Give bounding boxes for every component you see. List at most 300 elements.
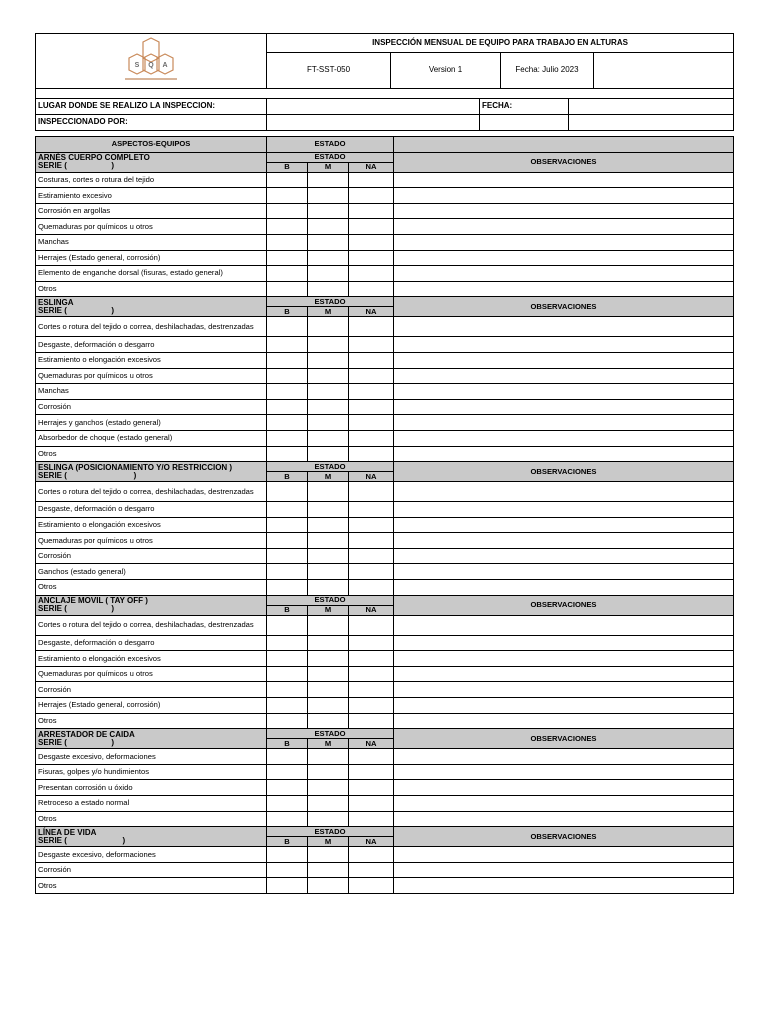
estado-na-header: NA xyxy=(349,605,394,615)
item-label: Herrajes y ganchos (estado general) xyxy=(36,415,267,431)
estado-b-cell[interactable] xyxy=(267,862,308,878)
observaciones-header: OBSERVACIONES xyxy=(394,827,734,847)
checklist-row xyxy=(36,234,734,250)
form-code: FT-SST-050 xyxy=(267,53,391,89)
estado-b-cell[interactable] xyxy=(267,548,308,564)
estado-header: ESTADO xyxy=(267,137,394,153)
item-label: Retroceso a estado normal xyxy=(36,796,267,812)
estado-m-cell[interactable] xyxy=(308,780,349,796)
estado-m-cell[interactable] xyxy=(308,796,349,812)
checklist-row xyxy=(36,337,734,353)
estado-b-cell[interactable] xyxy=(267,682,308,698)
estado-m-cell[interactable] xyxy=(308,384,349,400)
section-serie: SERIE ( ) xyxy=(38,161,115,171)
estado-na-cell[interactable] xyxy=(349,446,394,462)
estado-header: ESTADO xyxy=(267,595,394,605)
item-label: Presentan corrosión u óxido xyxy=(36,780,267,796)
item-label: Quemaduras por químicos u otros xyxy=(36,219,267,235)
item-label: Otros xyxy=(36,281,267,297)
estado-header: ESTADO xyxy=(267,462,394,472)
checklist-row xyxy=(36,713,734,729)
estado-m-cell[interactable] xyxy=(308,548,349,564)
item-label: Cortes o rotura del tejido o correa, deshilachadas, destrenzadas xyxy=(36,482,267,502)
estado-b-header: B xyxy=(267,162,308,172)
item-label: Fisuras, golpes y/o hundimientos xyxy=(36,764,267,780)
section-title xyxy=(36,595,267,615)
section-serie: SERIE ( ) xyxy=(38,305,115,315)
checklist-row xyxy=(36,250,734,266)
lugar-field[interactable] xyxy=(267,99,480,115)
estado-b-cell[interactable] xyxy=(267,317,308,337)
observaciones-cell[interactable] xyxy=(394,847,734,863)
estado-na-cell[interactable] xyxy=(349,234,394,250)
estado-header: ESTADO xyxy=(267,152,394,162)
estado-m-cell[interactable] xyxy=(308,399,349,415)
item-label: Otros xyxy=(36,811,267,827)
checklist-row xyxy=(36,615,734,635)
observaciones-cell[interactable] xyxy=(394,502,734,518)
estado-na-cell[interactable] xyxy=(349,368,394,384)
estado-na-cell[interactable] xyxy=(349,878,394,894)
inspeccionado-extra-2[interactable] xyxy=(569,115,734,131)
estado-b-cell[interactable] xyxy=(267,415,308,431)
item-label: Ganchos (estado general) xyxy=(36,564,267,580)
estado-m-cell[interactable] xyxy=(308,203,349,219)
checklist-row xyxy=(36,317,734,337)
estado-na-cell[interactable] xyxy=(349,698,394,714)
checklist-row xyxy=(36,878,734,894)
observaciones-cell[interactable] xyxy=(394,430,734,446)
checklist-row xyxy=(36,847,734,863)
item-label: Absorbedor de choque (estado general) xyxy=(36,430,267,446)
observaciones-cell[interactable] xyxy=(394,482,734,502)
estado-m-cell[interactable] xyxy=(308,234,349,250)
checklist-row xyxy=(36,482,734,502)
estado-m-cell[interactable] xyxy=(308,281,349,297)
observaciones-cell[interactable] xyxy=(394,517,734,533)
estado-na-cell[interactable] xyxy=(349,172,394,188)
item-label: Cortes o rotura del tejido o correa, deshilachadas, destrenzadas xyxy=(36,317,267,337)
estado-b-cell[interactable] xyxy=(267,698,308,714)
item-label: Otros xyxy=(36,878,267,894)
estado-m-header: M xyxy=(308,605,349,615)
form-version: Version 1 xyxy=(391,53,501,89)
estado-na-cell[interactable] xyxy=(349,281,394,297)
estado-b-cell[interactable] xyxy=(267,266,308,282)
section-name: ARNÉS CUERPO COMPLETO xyxy=(38,153,150,163)
estado-b-header: B xyxy=(267,837,308,847)
estado-m-cell[interactable] xyxy=(308,219,349,235)
estado-m-cell[interactable] xyxy=(308,651,349,667)
estado-b-cell[interactable] xyxy=(267,764,308,780)
item-label: Corrosión xyxy=(36,548,267,564)
estado-na-cell[interactable] xyxy=(349,780,394,796)
estado-m-cell[interactable] xyxy=(308,533,349,549)
checklist-row xyxy=(36,764,734,780)
estado-b-cell[interactable] xyxy=(267,615,308,635)
checklist-row xyxy=(36,266,734,282)
item-label: Costuras, cortes o rotura del tejido xyxy=(36,172,267,188)
estado-m-cell[interactable] xyxy=(308,337,349,353)
item-label: Elemento de enganche dorsal (fisuras, estado general) xyxy=(36,266,267,282)
estado-b-cell[interactable] xyxy=(267,219,308,235)
estado-m-cell[interactable] xyxy=(308,847,349,863)
checklist-row xyxy=(36,635,734,651)
estado-b-header: B xyxy=(267,472,308,482)
observaciones-cell[interactable] xyxy=(394,698,734,714)
estado-na-header: NA xyxy=(349,739,394,749)
section-title xyxy=(36,729,267,749)
estado-m-cell[interactable] xyxy=(308,878,349,894)
estado-b-cell[interactable] xyxy=(267,517,308,533)
estado-na-cell[interactable] xyxy=(349,250,394,266)
estado-m-cell[interactable] xyxy=(308,482,349,502)
observaciones-cell[interactable] xyxy=(394,219,734,235)
estado-b-cell[interactable] xyxy=(267,564,308,580)
estado-m-cell[interactable] xyxy=(308,266,349,282)
checklist-row xyxy=(36,749,734,765)
column-header-row xyxy=(36,137,734,153)
section-header-row xyxy=(36,595,734,605)
checklist-row xyxy=(36,281,734,297)
estado-b-cell[interactable] xyxy=(267,533,308,549)
section-title xyxy=(36,462,267,482)
estado-na-cell[interactable] xyxy=(349,847,394,863)
company-logo-icon xyxy=(115,36,187,84)
estado-na-cell[interactable] xyxy=(349,764,394,780)
observaciones-cell[interactable] xyxy=(394,862,734,878)
checklist-row xyxy=(36,580,734,596)
observaciones-cell[interactable] xyxy=(394,415,734,431)
estado-b-cell[interactable] xyxy=(267,811,308,827)
document-header xyxy=(35,33,734,99)
observaciones-cell[interactable] xyxy=(394,811,734,827)
item-label: Estiramiento o elongación excesivos xyxy=(36,352,267,368)
observaciones-cell[interactable] xyxy=(394,764,734,780)
item-label: Manchas xyxy=(36,384,267,400)
section-name: ANCLAJE MOVIL ( TAY OFF ) xyxy=(38,596,148,606)
estado-b-cell[interactable] xyxy=(267,847,308,863)
checklist-row xyxy=(36,811,734,827)
checklist-row xyxy=(36,780,734,796)
item-label: Corrosión xyxy=(36,862,267,878)
checklist-row xyxy=(36,219,734,235)
estado-header: ESTADO xyxy=(267,827,394,837)
item-label: Quemaduras por químicos u otros xyxy=(36,666,267,682)
estado-na-cell[interactable] xyxy=(349,384,394,400)
section-title xyxy=(36,827,267,847)
observaciones-cell[interactable] xyxy=(394,203,734,219)
estado-header: ESTADO xyxy=(267,729,394,739)
checklist-row xyxy=(36,415,734,431)
checklist-row xyxy=(36,446,734,462)
estado-b-header: B xyxy=(267,605,308,615)
observaciones-cell[interactable] xyxy=(394,878,734,894)
item-label: Desgaste excesivo, deformaciones xyxy=(36,847,267,863)
estado-m-cell[interactable] xyxy=(308,580,349,596)
estado-b-cell[interactable] xyxy=(267,796,308,812)
estado-m-cell[interactable] xyxy=(308,635,349,651)
observaciones-cell[interactable] xyxy=(394,317,734,337)
estado-m-cell[interactable] xyxy=(308,502,349,518)
estado-na-cell[interactable] xyxy=(349,615,394,635)
estado-b-cell[interactable] xyxy=(267,635,308,651)
inspeccionado-extra-1[interactable] xyxy=(480,115,569,131)
estado-m-cell[interactable] xyxy=(308,615,349,635)
checklist-row xyxy=(36,564,734,580)
estado-b-cell[interactable] xyxy=(267,352,308,368)
item-label: Manchas xyxy=(36,234,267,250)
estado-na-cell[interactable] xyxy=(349,517,394,533)
section-header-row xyxy=(36,297,734,307)
section-name: ARRESTADOR DE CAIDA xyxy=(38,729,135,739)
estado-m-cell[interactable] xyxy=(308,172,349,188)
observaciones-cell[interactable] xyxy=(394,749,734,765)
item-label: Otros xyxy=(36,446,267,462)
estado-na-header: NA xyxy=(349,837,394,847)
estado-b-cell[interactable] xyxy=(267,203,308,219)
estado-b-cell[interactable] xyxy=(267,384,308,400)
estado-b-cell[interactable] xyxy=(267,188,308,204)
checklist-row xyxy=(36,203,734,219)
estado-b-cell[interactable] xyxy=(267,368,308,384)
estado-m-cell[interactable] xyxy=(308,188,349,204)
estado-na-cell[interactable] xyxy=(349,415,394,431)
item-label: Herrajes (Estado general, corrosión) xyxy=(36,698,267,714)
observaciones-cell[interactable] xyxy=(394,188,734,204)
estado-na-cell[interactable] xyxy=(349,713,394,729)
checklist-row xyxy=(36,682,734,698)
inspection-info xyxy=(35,98,734,131)
item-label: Desgaste, deformación o desgarro xyxy=(36,635,267,651)
estado-na-cell[interactable] xyxy=(349,266,394,282)
lugar-label: LUGAR DONDE SE REALIZO LA INSPECCION: xyxy=(36,99,267,115)
estado-m-cell[interactable] xyxy=(308,713,349,729)
checklist-row xyxy=(36,862,734,878)
aspectos-header: ASPECTOS-EQUIPOS xyxy=(36,137,267,153)
item-label: Desgaste, deformación o desgarro xyxy=(36,502,267,518)
item-label: Quemaduras por químicos u otros xyxy=(36,533,267,549)
estado-na-cell[interactable] xyxy=(349,317,394,337)
estado-na-cell[interactable] xyxy=(349,580,394,596)
observaciones-cell[interactable] xyxy=(394,713,734,729)
header-spacer xyxy=(36,89,734,99)
form-extra-cell xyxy=(594,53,734,89)
checklist-row xyxy=(36,384,734,400)
estado-b-cell[interactable] xyxy=(267,666,308,682)
estado-m-cell[interactable] xyxy=(308,415,349,431)
observaciones-cell[interactable] xyxy=(394,615,734,635)
inspeccionado-field[interactable] xyxy=(267,115,480,131)
checklist-row xyxy=(36,188,734,204)
observaciones-cell[interactable] xyxy=(394,796,734,812)
estado-na-cell[interactable] xyxy=(349,811,394,827)
checklist-row xyxy=(36,651,734,667)
estado-b-cell[interactable] xyxy=(267,446,308,462)
estado-m-cell[interactable] xyxy=(308,250,349,266)
estado-b-cell[interactable] xyxy=(267,281,308,297)
estado-b-cell[interactable] xyxy=(267,399,308,415)
estado-m-cell[interactable] xyxy=(308,698,349,714)
estado-na-cell[interactable] xyxy=(349,651,394,667)
estado-b-cell[interactable] xyxy=(267,713,308,729)
item-label: Desgaste, deformación o desgarro xyxy=(36,337,267,353)
observaciones-cell[interactable] xyxy=(394,352,734,368)
section-serie: SERIE ( ) xyxy=(38,835,126,845)
observaciones-cell[interactable] xyxy=(394,635,734,651)
estado-b-header: B xyxy=(267,739,308,749)
estado-na-cell[interactable] xyxy=(349,203,394,219)
observaciones-cell[interactable] xyxy=(394,266,734,282)
estado-b-cell[interactable] xyxy=(267,651,308,667)
estado-m-cell[interactable] xyxy=(308,764,349,780)
observaciones-cell[interactable] xyxy=(394,666,734,682)
fecha-field[interactable] xyxy=(569,99,734,115)
observaciones-header: OBSERVACIONES xyxy=(394,152,734,172)
estado-m-header: M xyxy=(308,837,349,847)
estado-na-cell[interactable] xyxy=(349,337,394,353)
observaciones-cell[interactable] xyxy=(394,281,734,297)
section-header-row xyxy=(36,152,734,162)
inspection-checklist xyxy=(35,136,734,894)
observaciones-cell[interactable] xyxy=(394,399,734,415)
estado-b-header: B xyxy=(267,307,308,317)
estado-na-cell[interactable] xyxy=(349,635,394,651)
estado-na-cell[interactable] xyxy=(349,796,394,812)
observaciones-cell[interactable] xyxy=(394,368,734,384)
estado-na-header: NA xyxy=(349,472,394,482)
estado-na-cell[interactable] xyxy=(349,502,394,518)
estado-na-cell[interactable] xyxy=(349,749,394,765)
estado-b-cell[interactable] xyxy=(267,749,308,765)
estado-na-cell[interactable] xyxy=(349,399,394,415)
estado-m-cell[interactable] xyxy=(308,517,349,533)
estado-na-cell[interactable] xyxy=(349,482,394,502)
observaciones-cell[interactable] xyxy=(394,580,734,596)
observaciones-cell[interactable] xyxy=(394,533,734,549)
item-label: Estiramiento excesivo xyxy=(36,188,267,204)
section-serie: SERIE ( ) xyxy=(38,604,115,614)
estado-m-header: M xyxy=(308,472,349,482)
section-name: ESLINGA xyxy=(38,297,74,307)
estado-b-cell[interactable] xyxy=(267,878,308,894)
estado-m-cell[interactable] xyxy=(308,317,349,337)
estado-b-cell[interactable] xyxy=(267,482,308,502)
svg-text:Q: Q xyxy=(148,61,154,69)
observaciones-cell[interactable] xyxy=(394,548,734,564)
checklist-row xyxy=(36,502,734,518)
estado-m-cell[interactable] xyxy=(308,666,349,682)
estado-na-cell[interactable] xyxy=(349,862,394,878)
checklist-row xyxy=(36,533,734,549)
estado-na-cell[interactable] xyxy=(349,548,394,564)
item-label: Estiramiento o elongación excesivos xyxy=(36,517,267,533)
estado-m-header: M xyxy=(308,739,349,749)
estado-na-cell[interactable] xyxy=(349,430,394,446)
logo-cell xyxy=(36,34,267,89)
item-label: Quemaduras por químicos u otros xyxy=(36,368,267,384)
checklist-row xyxy=(36,548,734,564)
inspeccionado-label: INSPECCIONADO POR: xyxy=(36,115,267,131)
section-header-row xyxy=(36,827,734,837)
item-label: Otros xyxy=(36,713,267,729)
observaciones-cell[interactable] xyxy=(394,780,734,796)
item-label: Corrosión xyxy=(36,682,267,698)
estado-b-cell[interactable] xyxy=(267,250,308,266)
estado-m-cell[interactable] xyxy=(308,368,349,384)
checklist-row xyxy=(36,430,734,446)
estado-m-cell[interactable] xyxy=(308,682,349,698)
observaciones-cell[interactable] xyxy=(394,446,734,462)
estado-b-cell[interactable] xyxy=(267,502,308,518)
estado-m-cell[interactable] xyxy=(308,352,349,368)
observaciones-cell[interactable] xyxy=(394,234,734,250)
observaciones-cell[interactable] xyxy=(394,651,734,667)
checklist-row xyxy=(36,352,734,368)
observaciones-cell[interactable] xyxy=(394,250,734,266)
checklist-row xyxy=(36,517,734,533)
estado-m-cell[interactable] xyxy=(308,564,349,580)
section-serie: SERIE ( ) xyxy=(38,737,115,747)
observaciones-header: OBSERVACIONES xyxy=(394,462,734,482)
estado-b-cell[interactable] xyxy=(267,430,308,446)
estado-na-header: NA xyxy=(349,307,394,317)
estado-b-cell[interactable] xyxy=(267,172,308,188)
estado-m-cell[interactable] xyxy=(308,749,349,765)
estado-m-cell[interactable] xyxy=(308,811,349,827)
item-label: Corrosión en argollas xyxy=(36,203,267,219)
section-title xyxy=(36,152,267,172)
observaciones-cell[interactable] xyxy=(394,384,734,400)
estado-m-header: M xyxy=(308,162,349,172)
section-name: ESLINGA (POSICIONAMIENTO Y/O RESTRICCION ) xyxy=(38,462,233,472)
observaciones-header: OBSERVACIONES xyxy=(394,297,734,317)
estado-na-cell[interactable] xyxy=(349,352,394,368)
observaciones-header: OBSERVACIONES xyxy=(394,729,734,749)
item-label: Herrajes (Estado general, corrosión) xyxy=(36,250,267,266)
estado-m-header: M xyxy=(308,307,349,317)
section-title xyxy=(36,297,267,317)
estado-header: ESTADO xyxy=(267,297,394,307)
svg-text:A: A xyxy=(162,61,168,69)
estado-na-cell[interactable] xyxy=(349,564,394,580)
section-name: LÍNEA DE VIDA xyxy=(38,827,97,837)
estado-b-cell[interactable] xyxy=(267,234,308,250)
estado-b-cell[interactable] xyxy=(267,780,308,796)
form-title: INSPECCIÓN MENSUAL DE EQUIPO PARA TRABAJO EN ALTURAS xyxy=(267,34,734,53)
estado-na-cell[interactable] xyxy=(349,666,394,682)
estado-na-cell[interactable] xyxy=(349,219,394,235)
observaciones-cell[interactable] xyxy=(394,337,734,353)
item-label: Cortes o rotura del tejido o correa, deshilachadas, destrenzadas xyxy=(36,615,267,635)
checklist-row xyxy=(36,399,734,415)
checklist-row xyxy=(36,698,734,714)
estado-m-cell[interactable] xyxy=(308,446,349,462)
estado-na-cell[interactable] xyxy=(349,533,394,549)
estado-na-cell[interactable] xyxy=(349,188,394,204)
observaciones-cell[interactable] xyxy=(394,564,734,580)
estado-na-cell[interactable] xyxy=(349,682,394,698)
observaciones-cell[interactable] xyxy=(394,682,734,698)
observaciones-header: OBSERVACIONES xyxy=(394,595,734,615)
observaciones-cell[interactable] xyxy=(394,172,734,188)
estado-m-cell[interactable] xyxy=(308,430,349,446)
estado-b-cell[interactable] xyxy=(267,580,308,596)
item-label: Desgaste excesivo, deformaciones xyxy=(36,749,267,765)
section-header-row xyxy=(36,729,734,739)
estado-b-cell[interactable] xyxy=(267,337,308,353)
estado-m-cell[interactable] xyxy=(308,862,349,878)
